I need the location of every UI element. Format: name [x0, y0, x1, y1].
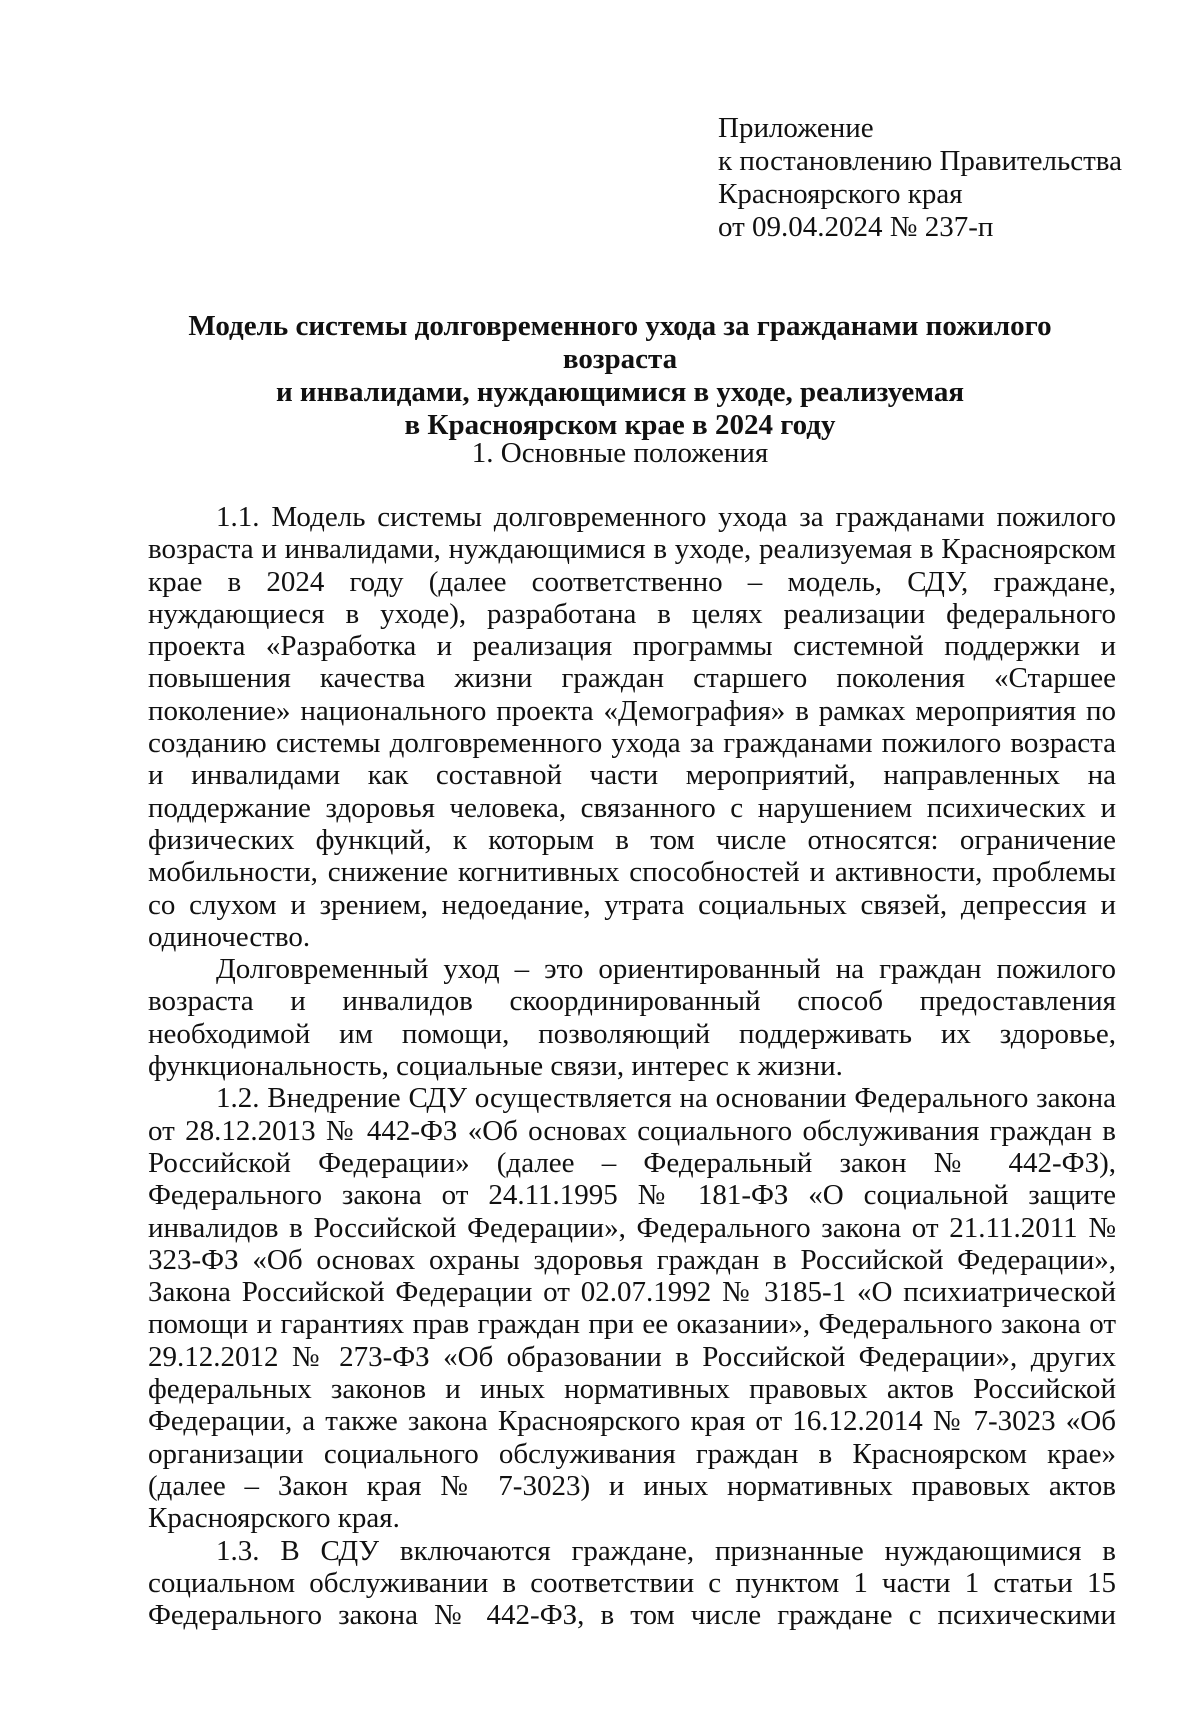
paragraph-1-3: 1.3. В СДУ включаются граждане, признанные нуждающимися в социальном обслуживании в соответствии с пунктом 1 части 1 статьи 15 Федерального закона № 442-ФЗ, в том числе граждане с психическими	[148, 1534, 1116, 1632]
annex-line: к постановлению Правительства	[718, 145, 1122, 177]
paragraph-1-2: 1.2. Внедрение СДУ осуществляется на основании Федерального закона от 28.12.2013 № 442-ФЗ «Об основах социального обслуживания граждан в Российской Федерации» (далее – Федеральный закон № 442-ФЗ), Федерального закона от 24.11.1995 № 181-ФЗ «О социальной защите инвалидов в Российской Федерации», Федерального закона от 21.11.2011 № 323-ФЗ «Об основах охраны здоровья граждан в Российской Федерации», Закона Российской Федерации от 02.07.1992 № 3185-1 «О психиатрической помощи и гарантиях прав граждан при ее оказании», Федерального закона от 29.12.2012 № 273-ФЗ «Об образовании в Российской Федерации», других федеральных законов и иных нормативных правовых актов Российской Федерации, а также закона Красноярского края от 16.12.2014 № 7-3023 «Об организации социального обслуживания граждан в Красноярском крае» (далее – Закон края № 7-3023) и иных нормативных правовых актов Красноярского края.	[148, 1082, 1116, 1535]
title-line: Модель системы долговременного ухода за гражданами пожилого возраста	[188, 310, 1052, 375]
annex-date-number: от 09.04.2024 № 237-п	[718, 211, 994, 243]
annex-line: Красноярского края	[718, 178, 963, 210]
title-line: и инвалидами, нуждающимися в уходе, реализуемая	[275, 376, 965, 408]
title-line: в Красноярском крае в 2024 году	[404, 409, 836, 441]
document-title	[140, 310, 1100, 442]
section-heading: 1. Основные положения	[471, 437, 769, 469]
document-body	[148, 501, 1116, 1631]
paragraph-1-1: 1.1. Модель системы долговременного ухода за гражданами пожилого возраста и инвалидами, нуждающимися в уходе, реализуемая в Красноярском крае в 2024 году (далее соответственно – модель, СДУ, граждане, нуждающиеся в уходе), разработана в целях реализации федерального проекта «Разработка и реализация программы системной поддержки и повышения качества жизни граждан старшего поколения «Старшее поколение» национального проекта «Демография» в рамках мероприятия по созданию системы долговременного ухода за гражданами пожилого возраста и инвалидами как составной части мероприятий, направленных на поддержание здоровья человека, связанного с нарушением психических и физических функций, к которым в том числе относятся: ограничение мобильности, снижение когнитивных способностей и активности, проблемы со слухом и зрением, недоедание, утрата социальных связей, депрессия и одиночество.	[148, 501, 1116, 953]
annex-line: Приложение	[718, 112, 874, 144]
paragraph-long-term-care-definition: Долговременный уход – это ориентированный на граждан пожилого возраста и инвалидов скоординированный способ предоставления необходимой им помощи, позволяющий поддерживать их здоровье, функциональность, социальные связи, интерес к жизни.	[148, 953, 1116, 1083]
annex-block	[718, 112, 1122, 244]
